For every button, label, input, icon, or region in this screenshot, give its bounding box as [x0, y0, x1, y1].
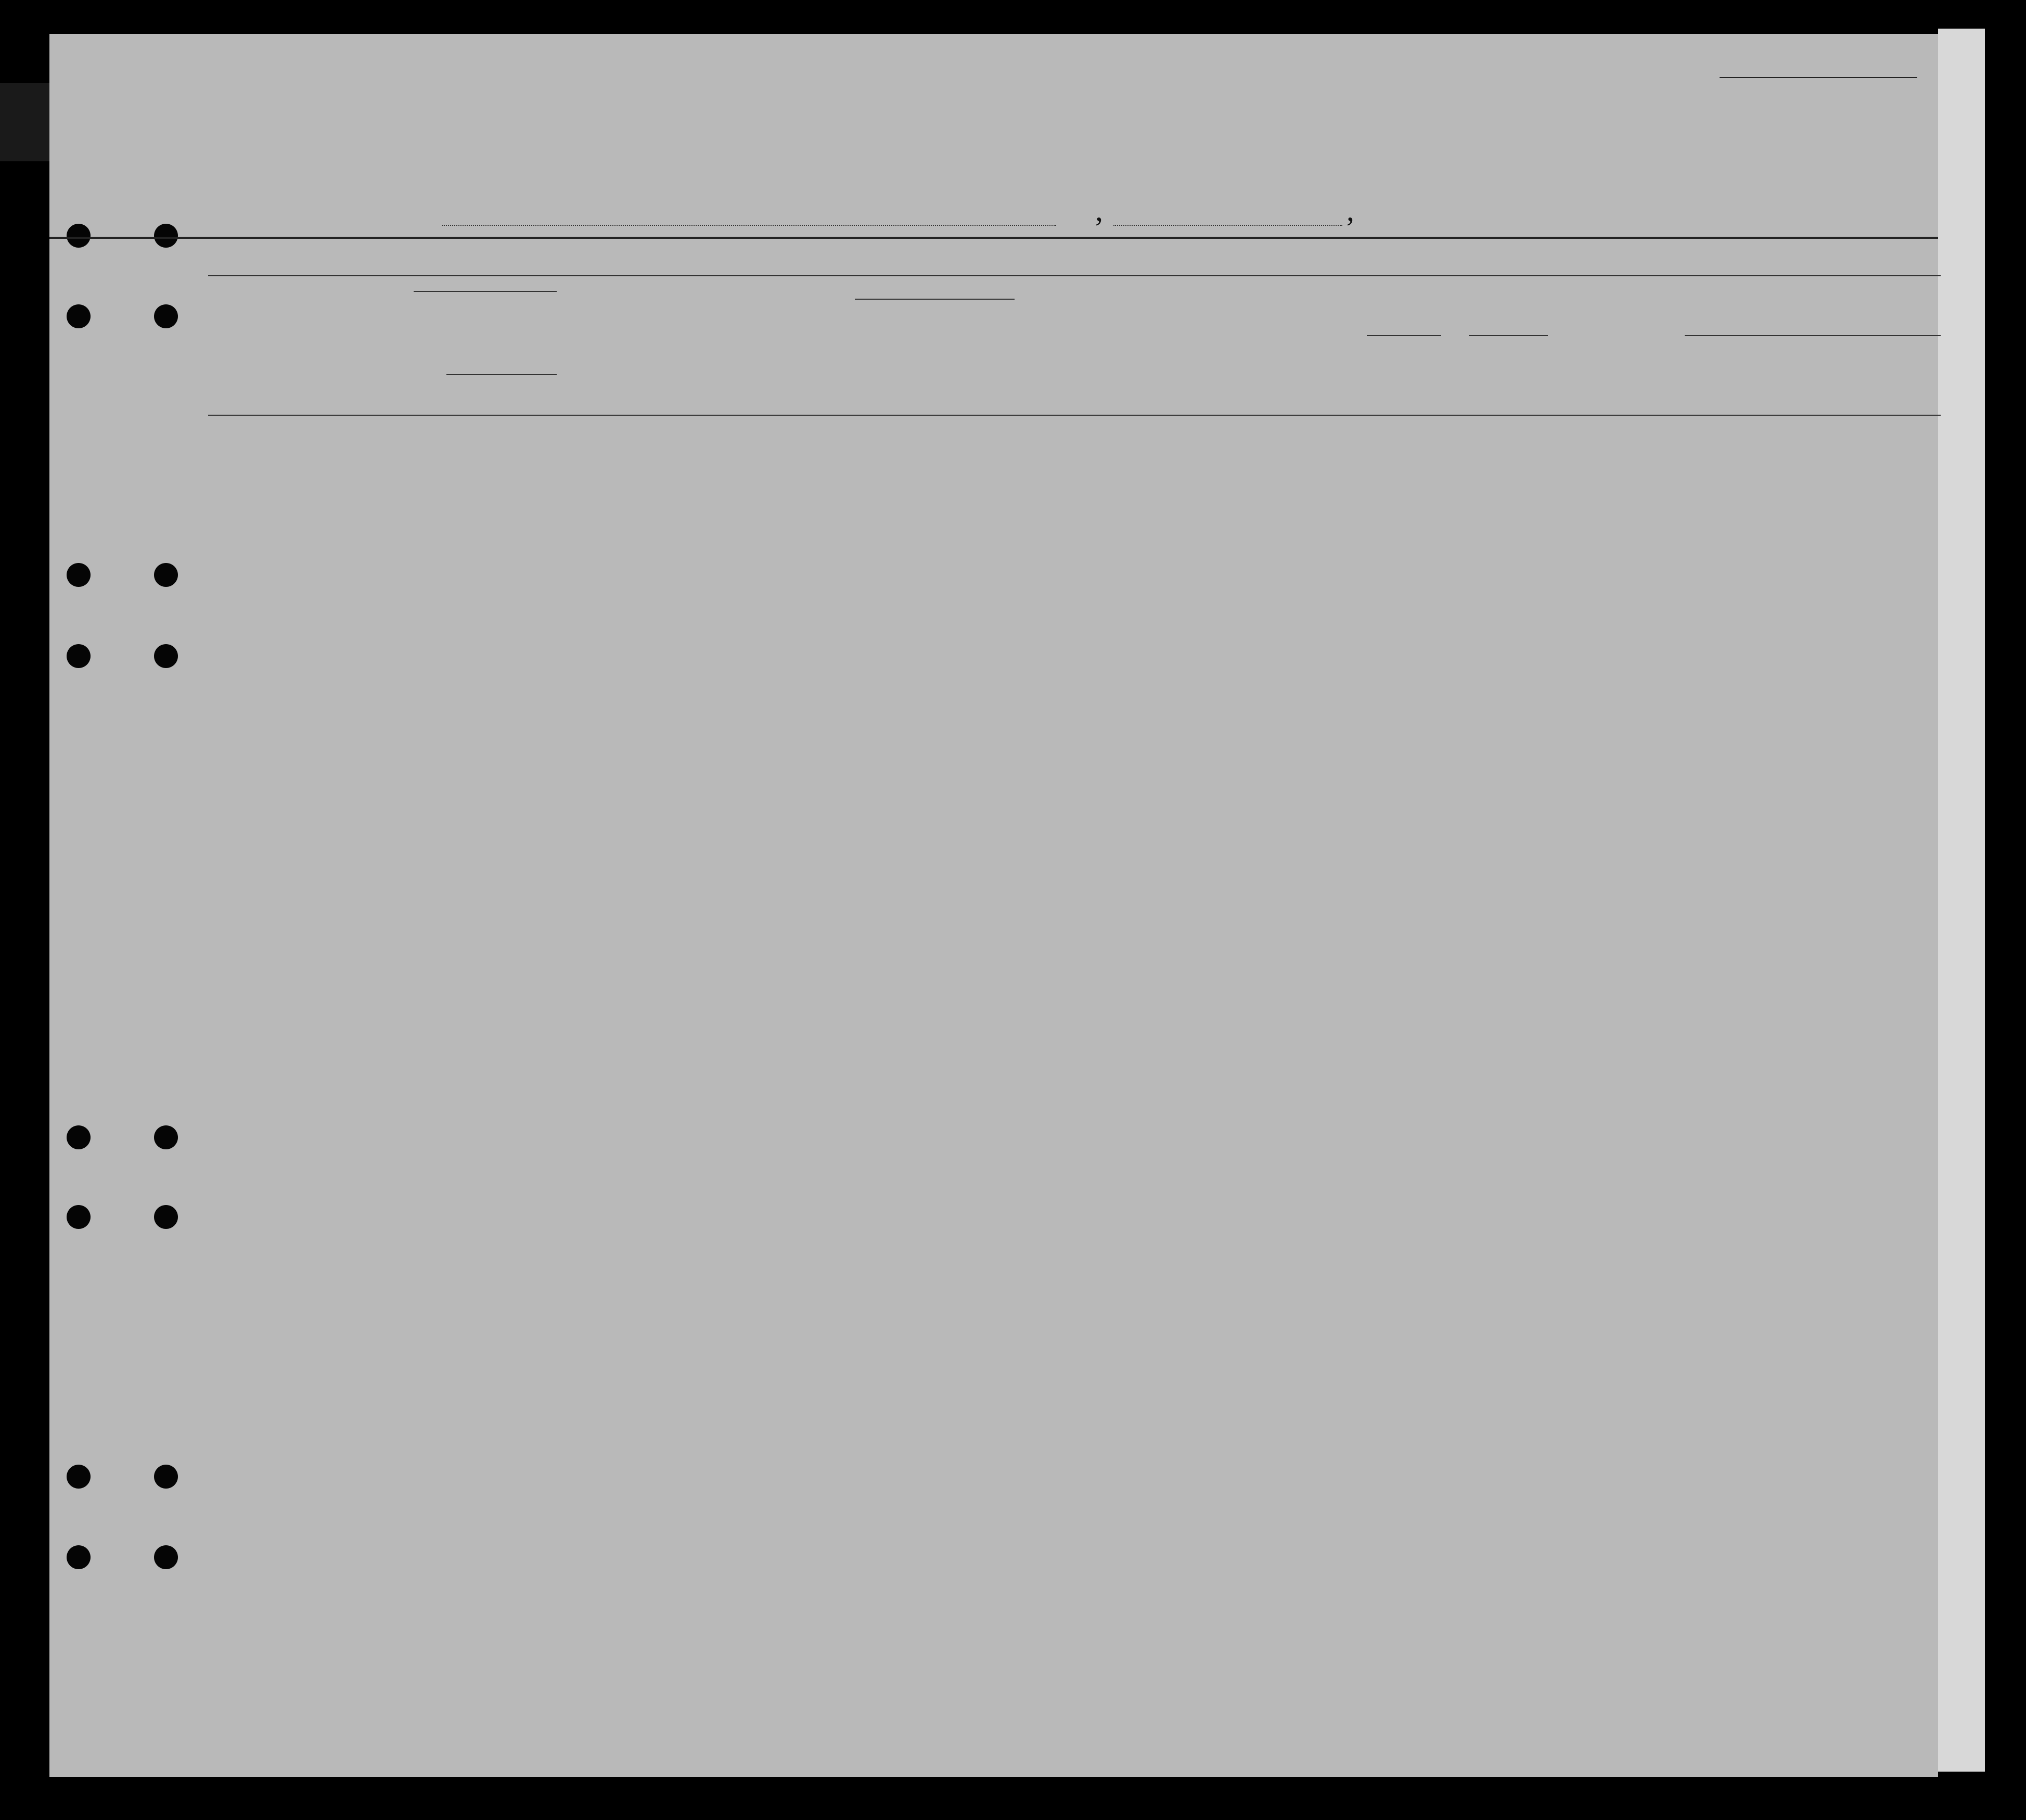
- comma: ,: [1095, 193, 1103, 227]
- comma: ,: [1347, 193, 1354, 227]
